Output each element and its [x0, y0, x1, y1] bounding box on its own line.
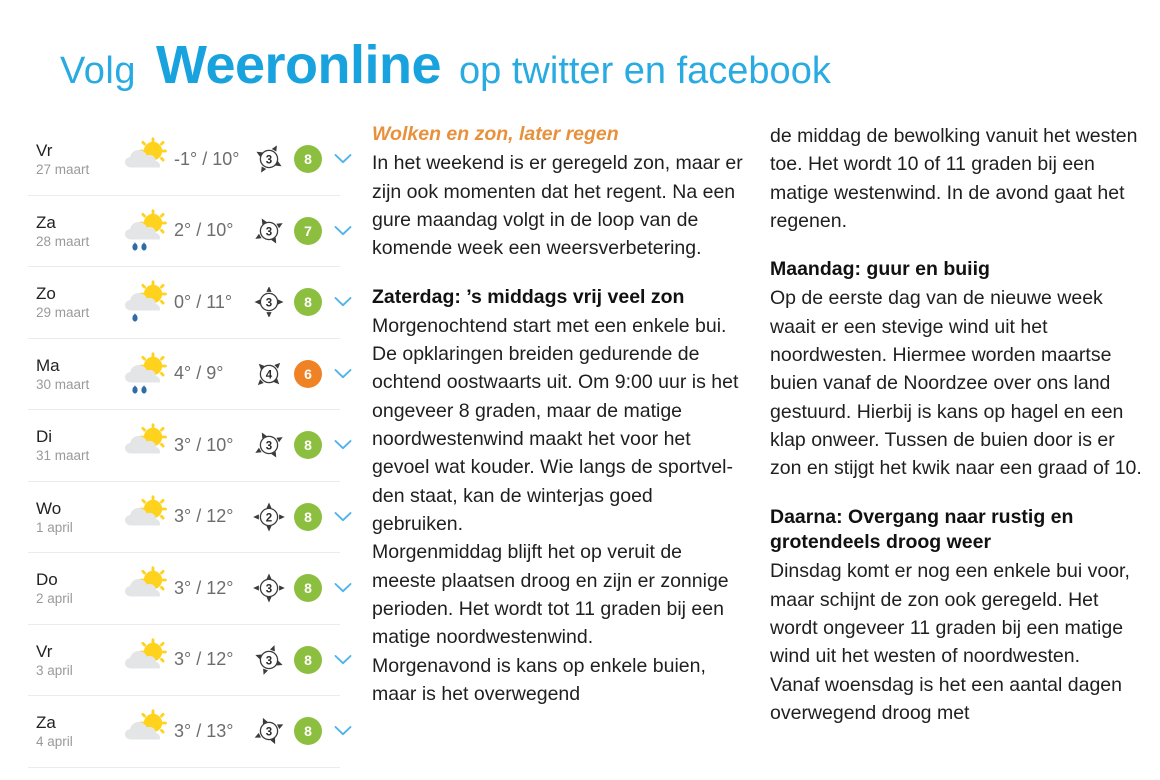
- saturday-body-3: Morgenavond is kans op enkele buien, maar is het overwegend: [372, 654, 706, 706]
- forecast-row[interactable]: [28, 339, 340, 411]
- forecast-row[interactable]: [28, 267, 340, 339]
- chevron-down-icon[interactable]: [332, 434, 354, 456]
- sun-behind-rain-cloud-icon: [122, 352, 172, 396]
- forecast-day-block: [36, 213, 122, 249]
- after-body-2: Vanaf woensdag is het een aantal dagen overwegend droog met: [770, 673, 1122, 724]
- weather-score-badge: 8: [294, 288, 322, 316]
- article-column-right: [770, 122, 1142, 727]
- forecast-day-block: [36, 284, 122, 320]
- forecast-day-block: [36, 141, 122, 177]
- forecast-day-date: 31 maart: [36, 448, 90, 464]
- forecast-day-date: 28 maart: [36, 233, 90, 249]
- forecast-temperature-range: 3° / 12°: [174, 649, 234, 670]
- sun-behind-cloud-icon: [122, 137, 172, 181]
- svg-text:3: 3: [265, 655, 273, 668]
- forecast-list: [28, 124, 340, 768]
- continuation-body: de middag de bewolking vanuit het westen toe. Het wordt 10 of 11 graden bij een matige westenwind. In de avond gaat het regenen.: [770, 125, 1138, 233]
- forecast-day-date: 4 april: [36, 734, 73, 750]
- chevron-down-icon[interactable]: [332, 720, 354, 742]
- weather-score-badge: 6: [294, 360, 322, 388]
- saturday-body-2: Morgenmiddag blijft het op veruit de meeste plaatsen droog en zijn er zonnige perioden. Het wordt tot 11 graden bij een matige noordwestenwind.: [372, 541, 729, 649]
- forecast-day-name: Za: [36, 713, 56, 733]
- chevron-down-icon[interactable]: [332, 506, 354, 528]
- svg-text:3: 3: [265, 583, 273, 596]
- sun-behind-rain-cloud-icon: [122, 209, 172, 253]
- forecast-day-date: 2 april: [36, 591, 73, 607]
- forecast-day-name: Vr: [36, 641, 53, 661]
- wind-direction-icon: [252, 144, 286, 174]
- article-column-middle: [372, 122, 744, 709]
- intro-heading: Wolken en zon, later regen: [372, 123, 619, 145]
- intro-body: In het weekend is er geregeld zon, maar er zijn ook momenten dat het regent. Na een gure maandag volgt in de loop van de komende week een weersverbetering.: [372, 152, 743, 260]
- forecast-day-block: [36, 356, 122, 392]
- site-header: [0, 34, 1160, 98]
- header-suffix: op twitter en facebook: [459, 50, 831, 92]
- wind-direction-icon: [252, 216, 286, 246]
- sun-behind-cloud-icon: [122, 423, 172, 467]
- forecast-temperature-range: 3° / 12°: [174, 506, 234, 527]
- forecast-row[interactable]: [28, 410, 340, 482]
- monday-heading: Maandag: guur en buiig: [770, 258, 990, 281]
- forecast-temperature-range: 0° / 11°: [174, 291, 233, 312]
- forecast-row[interactable]: [28, 196, 340, 268]
- forecast-temperature-range: 2° / 10°: [174, 220, 234, 241]
- forecast-day-block: [36, 427, 122, 463]
- weather-score-badge: 8: [294, 717, 322, 745]
- sun-behind-rain-cloud-icon: [122, 280, 172, 324]
- forecast-day-date: 3 april: [36, 662, 73, 678]
- svg-text:4: 4: [265, 369, 273, 382]
- svg-text:2: 2: [265, 512, 273, 525]
- forecast-day-date: 29 maart: [36, 305, 90, 321]
- weather-score-badge: 8: [294, 145, 322, 173]
- chevron-down-icon[interactable]: [332, 363, 354, 385]
- forecast-day-date: 30 maart: [36, 376, 90, 392]
- forecast-day-block: [36, 499, 122, 535]
- weather-score-badge: 7: [294, 217, 322, 245]
- forecast-day-name: Za: [36, 212, 56, 232]
- chevron-down-icon[interactable]: [332, 577, 354, 599]
- sun-behind-cloud-icon: [122, 638, 172, 682]
- weather-score-badge: 8: [294, 646, 322, 674]
- wind-direction-icon: [252, 502, 286, 532]
- forecast-temperature-range: 3° / 13°: [174, 720, 234, 741]
- forecast-day-name: Ma: [36, 355, 60, 375]
- forecast-day-block: [36, 713, 122, 749]
- monday-body: Op de eerste dag van de nieuwe week waait er een stevige wind uit het noordwesten. Hiermee worden maartse buien vanaf de Noordzee over ons land gestuurd. Hierbij is kans op hagel en een klap onweer. Tussen de buien door is er zon en stijgt het kwik naar een graad of 10.: [770, 287, 1142, 480]
- forecast-temperature-range: -1° / 10°: [174, 148, 240, 169]
- forecast-row[interactable]: [28, 625, 340, 697]
- after-heading: Daarna: Overgang naar rustig en grotendeels droog weer: [770, 505, 1074, 554]
- forecast-temperature-range: 4° / 9°: [174, 363, 224, 384]
- saturday-heading: Zaterdag: ’s middags vrij veel zon: [372, 285, 685, 308]
- svg-text:3: 3: [265, 440, 273, 453]
- header-brand: Weeronline: [155, 35, 442, 95]
- forecast-day-name: Di: [36, 427, 53, 447]
- wind-direction-icon: [252, 573, 286, 603]
- forecast-day-block: [36, 642, 122, 678]
- forecast-day-name: Do: [36, 570, 58, 590]
- forecast-day-block: [36, 570, 122, 606]
- forecast-day-name: Wo: [36, 498, 62, 518]
- svg-text:3: 3: [265, 726, 273, 739]
- chevron-down-icon[interactable]: [332, 649, 354, 671]
- chevron-down-icon[interactable]: [332, 291, 354, 313]
- forecast-row[interactable]: [28, 482, 340, 554]
- after-body-1: Dinsdag komt er nog een enkele bui voor, maar schijnt de zon ook geregeld. Het wordt ongeveer 11 graden bij een matige wind uit het westen of noordwesten.: [770, 560, 1130, 668]
- forecast-day-date: 1 april: [36, 519, 73, 535]
- header-prefix: Volg: [60, 50, 136, 92]
- wind-direction-icon: [252, 359, 286, 389]
- sun-behind-cloud-icon: [122, 709, 172, 753]
- forecast-temperature-range: 3° / 10°: [174, 434, 234, 455]
- wind-direction-icon: [252, 645, 286, 675]
- svg-text:3: 3: [265, 297, 273, 310]
- sun-behind-cloud-icon: [122, 495, 172, 539]
- forecast-day-date: 27 maart: [36, 162, 90, 178]
- chevron-down-icon[interactable]: [332, 220, 354, 242]
- weather-score-badge: 8: [294, 503, 322, 531]
- forecast-row[interactable]: [28, 696, 340, 768]
- svg-text:3: 3: [265, 154, 273, 167]
- wind-direction-icon: [252, 287, 286, 317]
- svg-text:3: 3: [265, 226, 273, 239]
- forecast-temperature-range: 3° / 12°: [174, 577, 234, 598]
- wind-direction-icon: [252, 716, 286, 746]
- forecast-row[interactable]: [28, 553, 340, 625]
- forecast-day-name: Vr: [36, 141, 53, 161]
- forecast-row[interactable]: [28, 124, 340, 196]
- wind-direction-icon: [252, 430, 286, 460]
- weather-score-badge: 8: [294, 574, 322, 602]
- forecast-day-name: Zo: [36, 284, 56, 304]
- weather-score-badge: 8: [294, 431, 322, 459]
- saturday-body-1: Morgenochtend start met een enkele bui. De opklaringen breiden gedurende de ochtend oostwaarts uit. Om 9:00 uur is het ongeveer 8 graden, maar de matige noordwestenwind maakt het voor het gevoel wat kouder. Wie langs de sportvelden staat, kan de winterjas goed gebruiken.: [372, 314, 739, 536]
- chevron-down-icon[interactable]: [332, 148, 354, 170]
- sun-behind-cloud-icon: [122, 566, 172, 610]
